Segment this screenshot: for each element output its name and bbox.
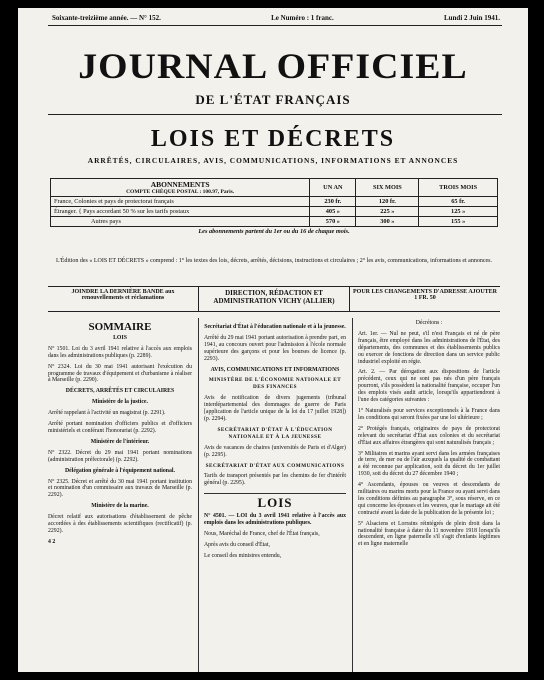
decrets-heading: DÉCRETS, ARRÊTÉS ET CIRCULAIRES: [65, 388, 175, 395]
info-box: DIRECTION, RÉDACTION ET ADMINISTRATION VICHY (ALLIER): [198, 287, 350, 311]
col-header: SIX MOIS: [356, 179, 419, 197]
edition-note: L'Édition des « LOIS ET DÉCRETS » comprend : 1° les textes des lois, décrets, arrêtés, décisions, instructions et circulaires ; 2° les avis, communications, informations et annonces.: [55, 258, 492, 264]
journal-subtitle: DE L'ÉTAT FRANÇAIS: [195, 92, 351, 107]
decree-column: [358, 320, 500, 552]
info-box: JOINDRE LA DERNIÈRE BANDE aux renouvellements et réclamations: [71, 289, 175, 301]
list-item: N° 2325. Décret et arrêté du 30 mai 1941 portant institution et nomination d'un commissaire aux travaux de Marseille (p. 2292).: [48, 478, 192, 499]
paragraph: 1° Naturalisés pour services exceptionnels à la France dans les conditions qui seront fixées par une loi ultérieure ;: [358, 407, 500, 421]
eco-heading: MINISTÈRE DE L'ÉCONOMIE NATIONALE ET DES FINANCES: [208, 377, 342, 391]
justice-heading: Ministère de la justice.: [92, 399, 148, 406]
list-item: Arrêté rappelant à l'activité un magistrat (p. 2291).: [48, 410, 166, 417]
interieur-heading: Ministère de l'intérieur.: [90, 438, 150, 445]
section-subtitle: ARRÊTÉS, CIRCULAIRES, AVIS, COMMUNICATIONS, INFORMATIONS ET ANNONCES: [87, 156, 459, 165]
journal-title: JOURNAL OFFICIEL: [78, 46, 468, 86]
column-divider: [198, 318, 199, 672]
list-item: N° 2322. Décret du 29 mai 1941 portant nominations (administration préfectorale) (p. 2292).: [48, 449, 192, 463]
equipement-heading: Délégation générale à l'équipement national.: [65, 467, 175, 474]
section-title: LOIS ET DÉCRETS: [150, 126, 396, 152]
divider: [48, 114, 502, 115]
law-text: Nous, Maréchal de France, chef de l'État français,: [204, 530, 320, 537]
issue-date: Lundi 2 Juin 1941.: [443, 14, 500, 22]
com-heading: SECRÉTARIAT D'ÉTAT AUX COMMUNICATIONS: [205, 462, 345, 469]
list-item: Décret relatif aux autorisations d'établissement de pêche accordées à des établissements scientifiques (rectificatif) (p. 2292).: [48, 514, 192, 534]
page-mark: 4 2: [48, 538, 56, 545]
divider: [48, 25, 502, 26]
col-header: TROIS MOIS: [419, 179, 498, 197]
info-box: POUR LES CHANGEMENTS D'ADRESSE AJOUTER 1 FR. 50: [352, 289, 498, 301]
lois-heading: LOIS: [113, 334, 127, 341]
table-row: France, Colonies et pays de protectorat français 230 fr. 120 fr. 65 fr.: [51, 197, 498, 207]
list-item: N° 1501. Loi du 3 avril 1941 relative à l'accès aux emplois dans les administrations publiques (p. 2289).: [48, 345, 192, 359]
subscription-heading: ABONNEMENTS: [150, 180, 210, 189]
col-header: UN AN: [310, 179, 356, 197]
newspaper-page: [18, 8, 528, 672]
paragraph: Art. 1er. — Nul ne peut, s'il n'est Français et né de père français, être employé dans les administrations de l'État, des départements, des communes et des établissements publics ou exercer de fonctions de direction dans un service public industriel exploité en régie.: [358, 330, 500, 365]
list-item: Avis de vacances de chaires (universités de Paris et d'Alger) (p. 2295).: [204, 444, 346, 458]
list-item: Arrêté du 29 mai 1941 portant autorisation à prendre part, en 1941, au concours ouvert pour l'admission à l'école normale supérieure des garçons et pour les bourses de licence (p. 2293).: [204, 334, 346, 362]
paragraph: 5° Alsaciens et Lorrains réintégrés de plein droit dans la nationalité française à dater du 11 novembre 1918 lorsqu'ils descendent, en ligne paternelle s'il s'agit d'enfants légitimes et en ligne maternelle: [358, 520, 500, 548]
edu-heading: SECRÉTARIAT D'ÉTAT À L'ÉDUCATION NATIONALE ET À LA JEUNESSE: [217, 426, 333, 440]
law-title: N° 4501. — LOI du 3 avril 1941 relative à l'accès aux emplois dans les administrations publiques.: [204, 513, 346, 527]
paragraph: 4° Ascendants, épouses ou veuves et descendants de militaires ou marins morts pour la France ou ayant servi dans les conditions définies au paragraphe 3°, sous réserve, en ce qui concerne les épouses et les veuves, que le mariage ait été contracté avant la date de la publication de la présente loi ;: [358, 482, 500, 516]
paragraph: 3° Militaires et marins ayant servi dans les armées françaises de terre, de mer ou de l'air auxquels la qualité de combattant a été reconnue par application, soit du décret du 1er juillet 1930, soit du décret du 27 décembre 1940 ;: [358, 450, 500, 478]
edition-number: Soixante-treizième année. — N° 152.: [52, 14, 161, 22]
lois-heading: LOIS: [257, 495, 293, 511]
subscription-table: [50, 178, 498, 236]
law-text: Après avis du conseil d'État,: [204, 541, 270, 548]
summary-column: [48, 320, 192, 546]
decree-heading: Décrétons :: [415, 320, 443, 326]
list-item: N° 2324. Loi du 30 mai 1941 autorisant l'exécution du programme de travaux d'équipement et d'urbanisme à réaliser à Marseille (p. 2290).: [48, 363, 192, 384]
postal-account: COMPTE CHÈQUE POSTAL : 100.97, Paris.: [126, 189, 235, 195]
paragraph: 2° Protégés français, originaires de pays de protectorat relevant du secrétariat d'État aux colonies et du secrétariat d'État aux affaires étrangères qui sont naturalisés français ;: [358, 425, 500, 446]
list-item: Arrêté portant nomination d'officiers publics et d'officiers ministériels et conférant l'honorariat (p. 2292).: [48, 421, 192, 434]
sec-heading: Secrétariat d'État à l'éducation nationale et à la jeunesse.: [204, 324, 346, 330]
middle-column: [204, 320, 346, 564]
issue-header: [52, 14, 500, 22]
info-boxes: [48, 286, 500, 312]
summary-title: SOMMAIRE: [88, 321, 152, 333]
marine-heading: Ministère de la marine.: [91, 503, 149, 510]
list-item: Avis de notification de divers jugements (tribunal interdépartemental des dommages de guerre de Paris [application de l'article unique de la loi du 17 juillet 1928]) (p. 2294).: [204, 395, 346, 422]
column-divider: [352, 318, 353, 672]
paragraph: Art. 2. — Par dérogation aux dispositions de l'article précédent, ceux qui ne sont pas nés d'un père français pourront, s'ils possèdent la nationalité française, occuper l'un des emplois visés audit article, lorsqu'ils appartiendront à l'une des catégories suivantes :: [358, 369, 500, 404]
subscription-footer: Les abonnements partent du 1er ou du 16 de chaque mois.: [198, 228, 350, 235]
table-row: Étranger. { Pays accordant 50 % sur les tarifs postaux 405 » 225 » 125 »: [51, 207, 498, 217]
law-text: Le conseil des ministres entendu,: [204, 552, 282, 559]
issue-price: Le Numéro : 1 franc.: [271, 14, 334, 22]
avis-heading: AVIS, COMMUNICATIONS ET INFORMATIONS: [210, 366, 340, 373]
list-item: Tarifs de transport présentés par les chemins de fer d'intérêt général (p. 2295).: [204, 473, 346, 487]
table-row: Autres pays 570 » 300 » 155 »: [51, 217, 498, 227]
